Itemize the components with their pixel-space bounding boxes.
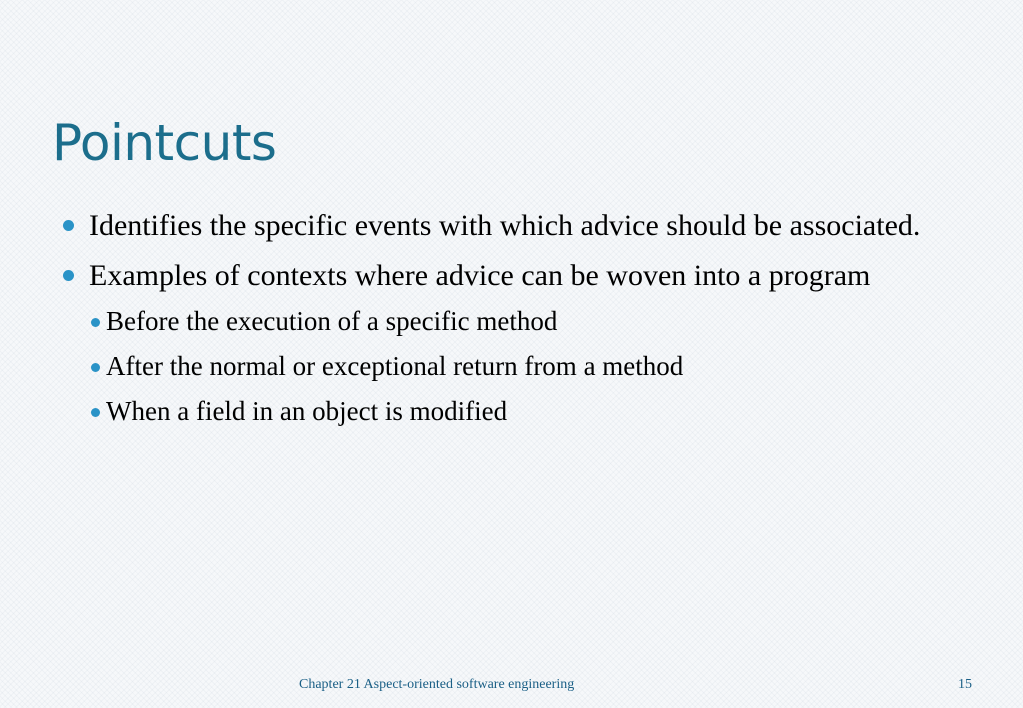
- sub-bullet-text: When a field in an object is modified: [106, 396, 508, 426]
- bullet-dot-icon: [63, 270, 74, 281]
- sub-bullet-dot-icon: [91, 363, 100, 372]
- bullet-dot-icon: [63, 220, 74, 231]
- slide-content: [60, 205, 960, 442]
- sub-bullet-item: [89, 344, 960, 389]
- sub-bullet-dot-icon: [91, 318, 100, 327]
- bullet-item: [60, 205, 960, 247]
- sub-bullet-list: [89, 299, 960, 434]
- bullet-list: [60, 205, 960, 434]
- bullet-text: Identifies the specific events with which advice should be associated.: [89, 209, 921, 242]
- page-number: 15: [958, 677, 972, 692]
- sub-bullet-dot-icon: [91, 408, 100, 417]
- sub-bullet-item: [89, 299, 960, 344]
- sub-bullet-item: [89, 389, 960, 434]
- slide-title: Pointcuts: [52, 114, 277, 172]
- bullet-item: [60, 255, 960, 434]
- bullet-text: Examples of contexts where advice can be woven into a program: [89, 259, 871, 292]
- footer-chapter-text: Chapter 21 Aspect-oriented software engineering: [299, 677, 575, 692]
- sub-bullet-text: Before the execution of a specific method: [106, 306, 558, 336]
- sub-bullet-text: After the normal or exceptional return from a method: [106, 351, 684, 381]
